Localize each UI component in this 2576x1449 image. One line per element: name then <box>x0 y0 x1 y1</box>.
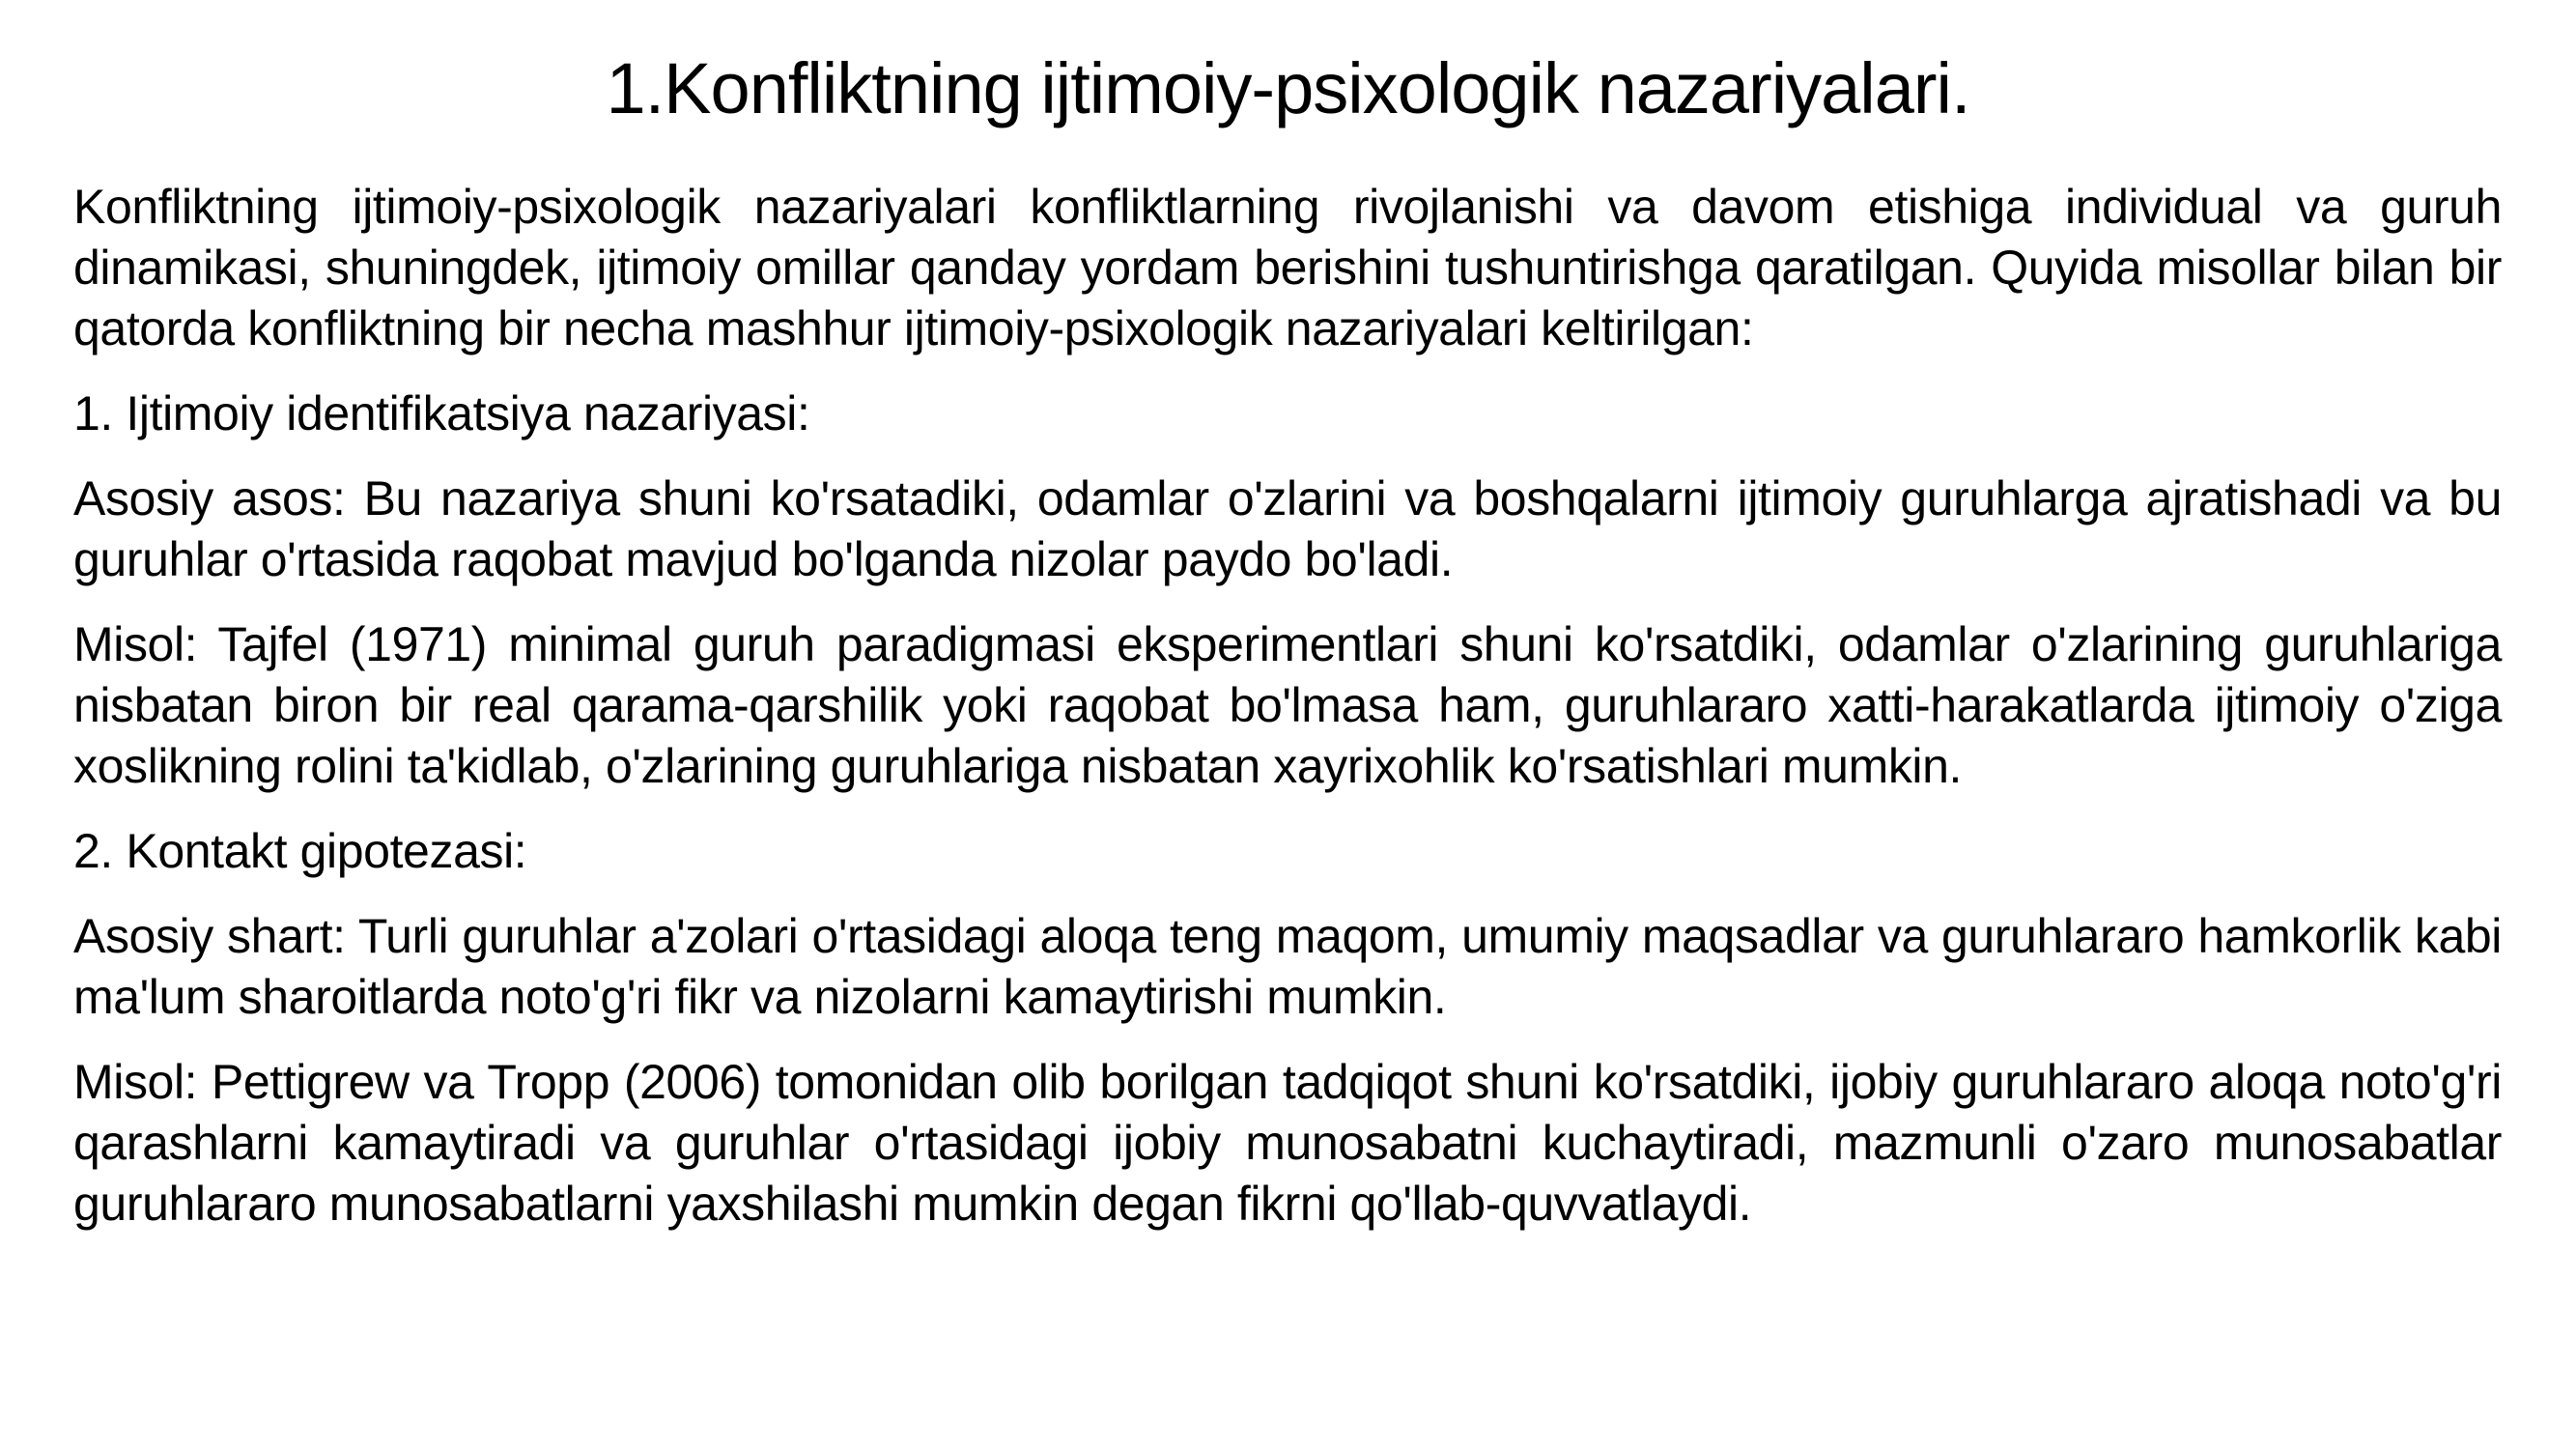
slide-title: 1.Konfliktning ijtimoiy-psixologik nazariyalari. <box>606 48 1970 128</box>
slide-body <box>73 177 2502 1259</box>
intro-paragraph: Konfliktning ijtimoiy-psixologik nazariyalari konfliktlarning rivojlanishi va davom etishiga individual va guruh dinamikasi, shuningdek, ijtimoiy omillar qanday yordam berishini tushuntirishga qaratilgan. Quyida misollar bilan bir qatorda konfliktning bir necha mashhur ijtimoiy-psixologik nazariyalari keltirilgan: <box>73 180 2502 355</box>
social-identity-example-paragraph: Misol: Tajfel (1971) minimal guruh paradigmasi eksperimentlari shuni ko'rsatdiki, odamlar o'zlarining guruhlariga nisbatan biron bir real qarama-qarshilik yoki raqobat bo'lmasa ham, guruhlararo xatti-harakatlarda ijtimoiy o'ziga xoslikning rolini ta'kidlab, o'zlarining guruhlariga nisbatan xayrixohlik ko'rsatishlari mumkin. <box>73 617 2502 793</box>
social-identity-premise-paragraph: Asosiy asos: Bu nazariya shuni ko'rsatadiki, odamlar o'zlarini va boshqalarni ijtimoiy guruhlarga ajratishadi va bu guruhlar o'rtasida raqobat mavjud bo'lganda nizolar paydo bo'ladi. <box>73 471 2502 586</box>
section-heading-social-identity: 1. Ijtimoiy identifikatsiya nazariyasi: <box>73 386 810 440</box>
contact-hypothesis-premise-paragraph: Asosiy shart: Turli guruhlar a'zolari o'rtasidagi aloqa teng maqom, umumiy maqsadlar va guruhlararo hamkorlik kabi ma'lum sharoitlarda noto'g'ri fikr va nizolarni kamaytirishi mumkin. <box>73 909 2502 1024</box>
contact-hypothesis-example-paragraph: Misol: Pettigrew va Tropp (2006) tomonidan olib borilgan tadqiqot shuni ko'rsatdiki, ijobiy guruhlararo aloqa noto'g'ri qarashlarni kamaytiradi va guruhlar o'rtasidagi ijobiy munosabatni kuchaytiradi, mazmunli o'zaro munosabatlar guruhlararo munosabatlarni yaxshilashi mumkin degan fikrni qo'llab-quvvatlaydi. <box>73 1055 2502 1231</box>
section-heading-contact-hypothesis: 2. Kontakt gipotezasi: <box>73 824 527 878</box>
